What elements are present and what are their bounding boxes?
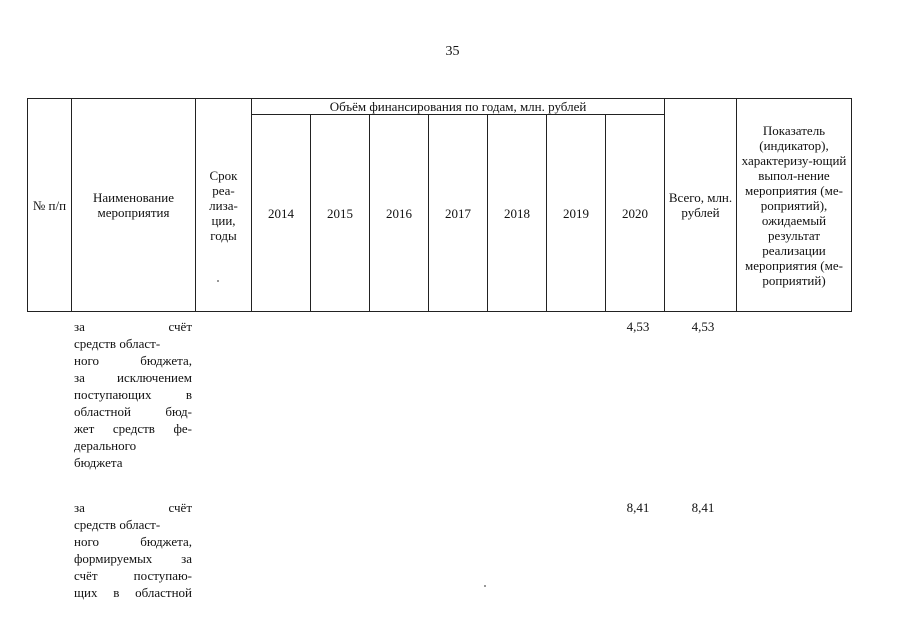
header-name: Наименование мероприятия bbox=[72, 99, 196, 312]
header-total: Всего, млн. рублей bbox=[665, 99, 737, 312]
header-year-2017: 2017 bbox=[429, 115, 488, 312]
header-funding-group: Объём финансирования по годам, млн. рублей bbox=[252, 99, 665, 115]
header-year-2018: 2018 bbox=[488, 115, 547, 312]
row-1-name: за счёт средств област- ного бюджета, за исключением поступающих в областной бюд- жет средств фе- дерального бюджета bbox=[74, 319, 192, 470]
header-year-2014: 2014 bbox=[252, 115, 311, 312]
header-year-2015: 2015 bbox=[311, 115, 370, 312]
header-indicator: Показатель (индикатор), характеризу-ющий выпол-нение мероприятия (ме-роприятий), ожидаемый результат реализации мероприятия (ме-роприятий) bbox=[737, 99, 852, 312]
row-2-name: за счёт средств област- ного бюджета, формируемых за счёт поступаю- щих в областной bbox=[74, 500, 192, 600]
scan-speck bbox=[217, 280, 219, 282]
header-year-2016: 2016 bbox=[370, 115, 429, 312]
header-year-2020: 2020 bbox=[606, 115, 665, 312]
row-2-total-value: 8,41 bbox=[691, 500, 715, 515]
page-number: 35 bbox=[445, 44, 460, 59]
header-year-2019: 2019 bbox=[547, 115, 606, 312]
row-2-2020-value: 8,41 bbox=[626, 500, 650, 515]
header-number: № п/п bbox=[28, 99, 72, 312]
header-term: Срок реа-лиза-ции, годы bbox=[196, 99, 252, 312]
row-1-2020-value: 4,53 bbox=[626, 319, 650, 334]
row-1-total-value: 4,53 bbox=[691, 319, 715, 334]
scan-speck bbox=[484, 585, 486, 587]
funding-table-header bbox=[27, 98, 852, 312]
